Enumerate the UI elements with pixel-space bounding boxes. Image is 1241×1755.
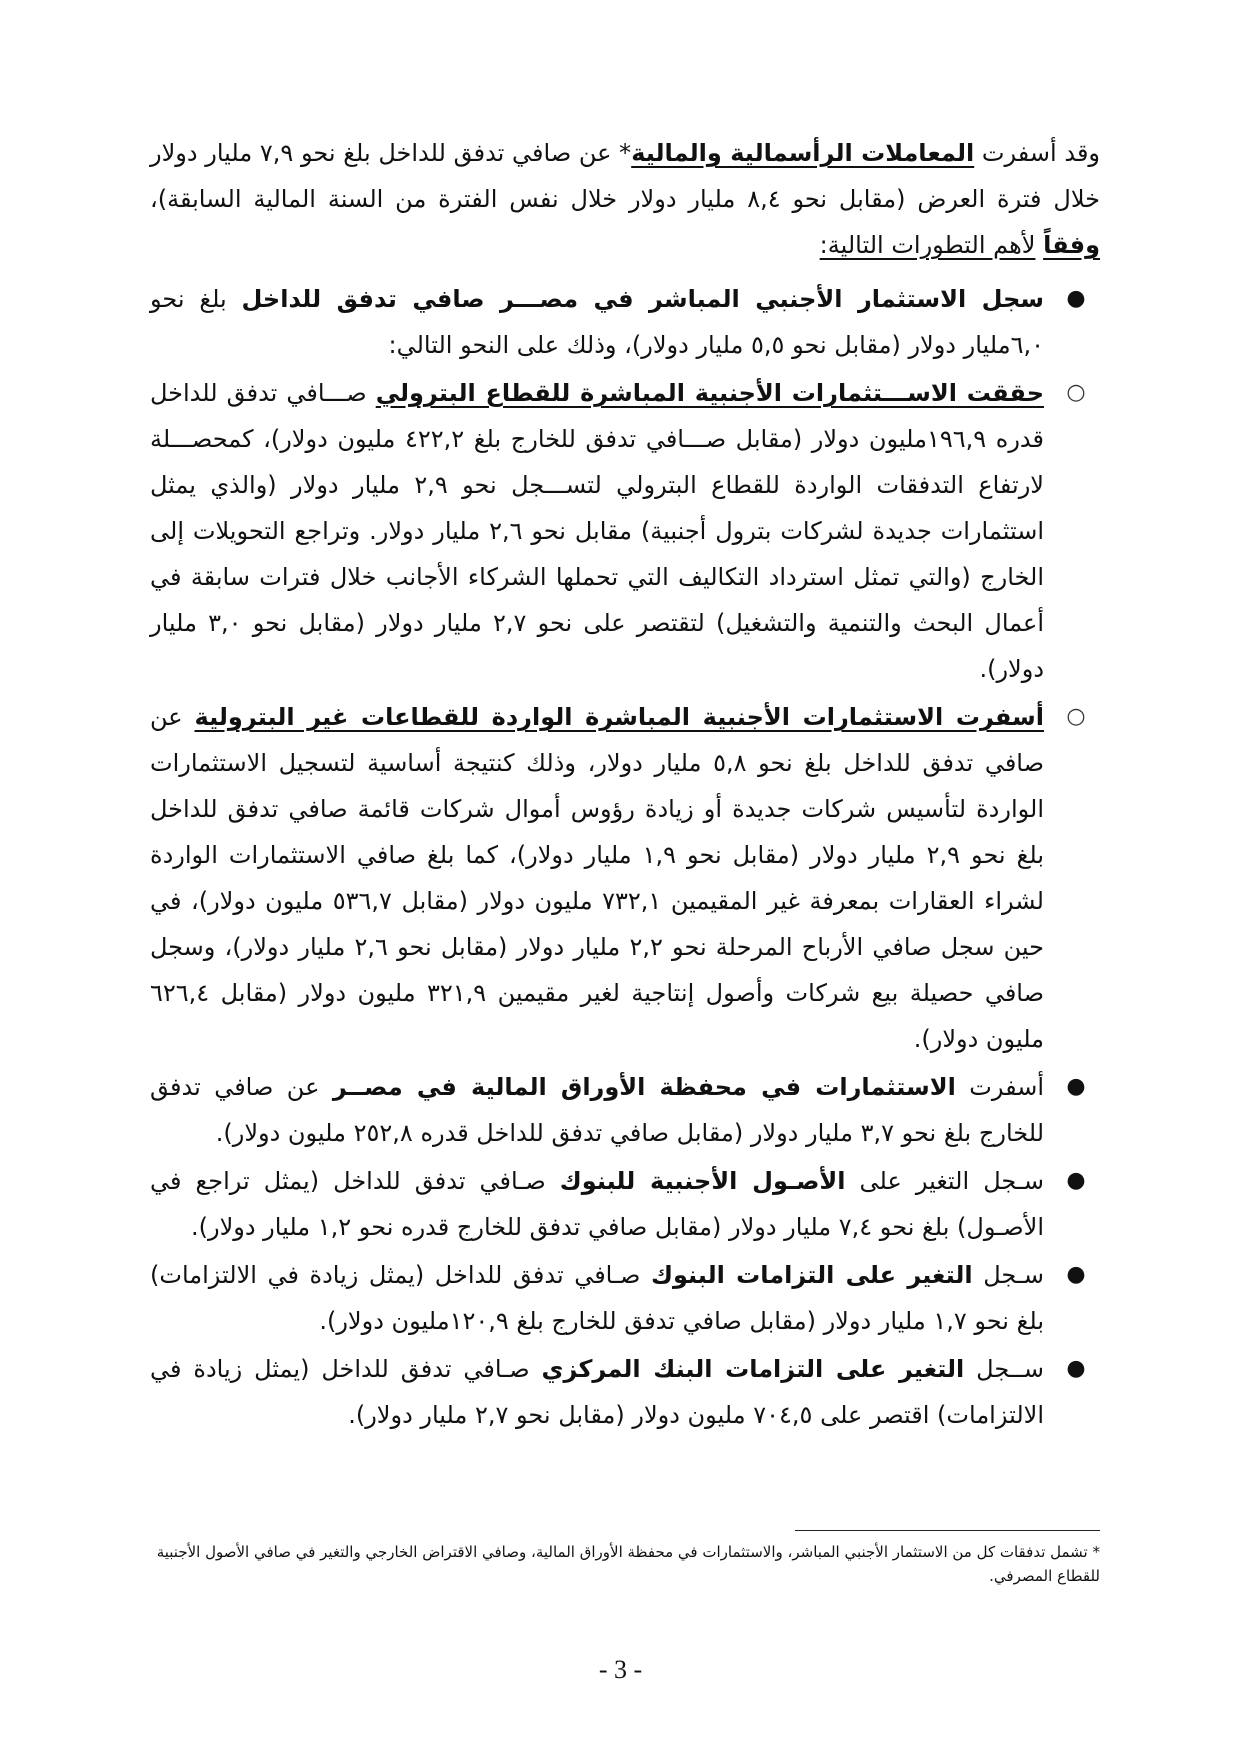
intro-paragraph: [150, 130, 1100, 268]
sub-bullet-marker: ○: [1066, 704, 1086, 729]
bullet-marker: ●: [1066, 1356, 1086, 1381]
bullet-marker: ●: [1066, 1168, 1086, 1193]
intro-highlight-term: المعاملات الرأسمالية والمالية: [631, 139, 975, 167]
page-number: - 3 -: [598, 1655, 643, 1684]
bullet-list: [150, 276, 1100, 1438]
sub-bullet-marker: ○: [1066, 380, 1086, 405]
bullet-text: سـجل: [972, 1261, 1044, 1289]
bullet-heading: الاستثمارات في محفظة الأوراق المالية في مصــر: [332, 1073, 956, 1101]
bullet-marker: ●: [1066, 1074, 1086, 1099]
bullet-heading: التغير على التزامات البنوك: [650, 1261, 973, 1289]
sub-item-heading: حققت الاســـتثمارات الأجنبية المباشرة للقطاع البترولي: [375, 379, 1044, 407]
bullet-heading: التغير على التزامات البنك المركزي: [541, 1355, 965, 1383]
footnote-separator: [795, 1530, 1100, 1531]
sub-item-heading: أسفرت الاستثمارات الأجنبية المباشرة الواردة للقطاعات غير البترولية: [194, 703, 1045, 731]
bullet-heading: سجل الاستثمار الأجنبي المباشر في مصـــر صافي تدفق للداخل: [241, 285, 1044, 313]
bullet-item-portfolio: [150, 1064, 1100, 1156]
bullet-text: بلغ نحو ٦,٠مليار دولار (مقابل نحو ٥,٥ مليار دولار)، وذلك على النحو التالي:: [150, 285, 1044, 359]
bullet-marker: ●: [1066, 1262, 1086, 1287]
bullet-marker: ●: [1066, 286, 1086, 311]
bullet-heading: الأصـول الأجنبية للبنوك: [559, 1167, 846, 1195]
document-body: [150, 130, 1100, 1440]
intro-developments: لأهم التطورات التالية:: [819, 231, 1036, 259]
sub-item-text: عن صافي تدفق للداخل بلغ نحو ٥,٨ مليار دولار، وذلك كنتيجة أساسية لتسجيل الاستثمارات الواردة لتأسيس شركات جديدة أو زيادة رؤوس أموال شركات قائمة صافي تدفق للداخل بلغ نحو ٢,٩ مليار دولار (مقابل نحو ١,٩ مليار دولار)، كما بلغ صافي الاستثمارات الواردة لشراء العقارات بمعرفة غير المقيمين ٧٣٢,١ مليون دولار (مقابل ٥٣٦,٧ مليون دولار)، في حين سجل صافي الأرباح المرحلة نحو ٢,٢ مليار دولار (مقابل نحو ٢,٦ مليار دولار)، وسجل صافي حصيلة بيع شركات وأصول إنتاجية لغير مقيمين ٣٢١,٩ مليون دولار (مقابل ٦٢٦,٤ مليون دولار).: [150, 703, 1045, 1053]
bullet-text: سـجل التغير على: [845, 1167, 1045, 1195]
sub-item-petroleum: [150, 370, 1100, 692]
bullet-text: عن صافي تدفق للخارج بلغ نحو ٣,٧ مليار دولار (مقابل صافي تدفق للداخل قدره ٢٥٢,٨ مليون دولار).: [150, 1073, 1044, 1147]
bullet-text: صـافي تدفق للداخل (يمثل زيادة في الالتزامات) اقتصر على ٧٠٤,٥ مليون دولار (مقابل نحو ٢,٧ مليار دولار).: [150, 1355, 1044, 1429]
bullet-text: ســجل: [964, 1355, 1045, 1383]
bullet-item-bank-assets: [150, 1158, 1100, 1250]
bullet-item-cb-liabilities: [150, 1346, 1100, 1438]
sub-item-text: صـــافي تدفق للداخل قدره ١٩٦,٩مليون دولار (مقابل صـــافي تدفق للخارج بلغ ٤٢٢,٢ مليون دولار)، كمحصـــلة لارتفاع التدفقات الواردة للقطاع البترولي لتســـجل نحو ٢,٩ مليار دولار (والذي يمثل استثمارات جديدة لشركات بترول أجنبية) مقابل نحو ٢,٦ مليار دولار. وتراجع التحويلات إلى الخارج (والتي تمثل استرداد التكاليف التي تحملها الشركاء الأجانب خلال فترات سابقة في أعمال البحث والتنمية والتشغيل) لتقتصر على نحو ٢,٧ مليار دولار (مقابل نحو ٣,٠ مليار دولار).: [150, 379, 1044, 683]
bullet-text: أسفرت: [955, 1073, 1044, 1101]
intro-text: وقد أسفرت: [974, 139, 1100, 167]
bullet-text: صـافي تدفق للداخل (يمثل زيادة في الالتزامات) بلغ نحو ١,٧ مليار دولار (مقابل صافي تدفق للخارج بلغ ١٢٠,٩مليون دولار).: [150, 1261, 1044, 1335]
footnote: * تشمل تدفقات كل من الاستثمار الأجنبي المباشر، والاستثمارات في محفظة الأوراق المالية، وصافي الاقتراض الخارجي والتغير في صافي الأصول الأجنبية للقطاع المصرفي.: [156, 1543, 1100, 1585]
bullet-item-fdi: [150, 276, 1100, 368]
intro-according: وفقاً: [1043, 231, 1100, 259]
bullet-item-bank-liabilities: [150, 1252, 1100, 1344]
intro-text: * عن صافي تدفق للداخل بلغ نحو ٧,٩ مليار دولار خلال فترة العرض (مقابل نحو ٨,٤ مليار دولار خلال نفس الفترة من السنة المالية السابقة)،: [150, 139, 1100, 213]
bullet-text: صـافي تدفق للداخل (يمثل تراجع في الأصـول) بلغ نحو ٧,٤ مليار دولار (مقابل صافي تدفق للخارج قدره نحو ١,٢ مليار دولار).: [150, 1167, 1044, 1241]
sub-item-nonpetroleum: [150, 694, 1100, 1062]
